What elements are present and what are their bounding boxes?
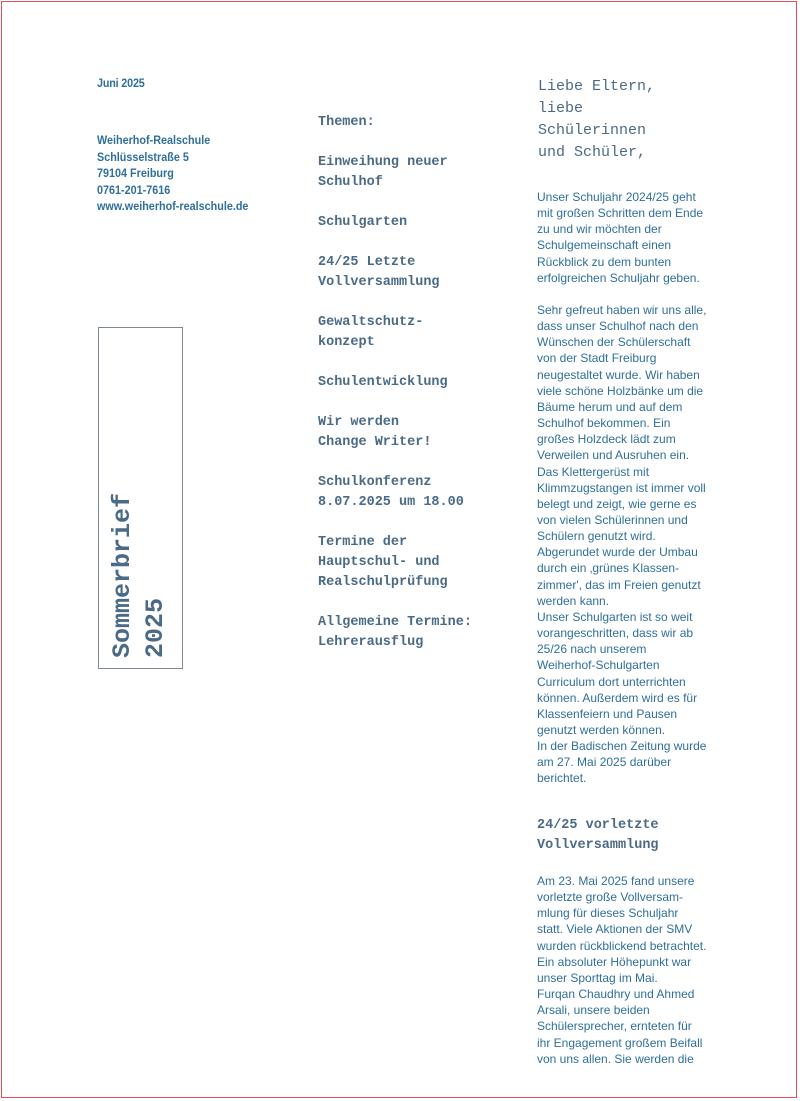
letter-paragraph-assembly: Am 23. Mai 2025 fand unsere vorletzte große Vollversam- mlung für dieses Schuljahr statt. Viele Aktionen der SMV wurden rückblickend betrachtet. Ein absoluter Höhepunkt war unser Sporttag im Mai. Furqan Chaudhry und Ahmed Arsali, unsere beiden Schülersprecher, ernteten für ihr Engagement großem Beifall von uns allen. Sie werden die <box>537 874 707 1066</box>
greeting-line: Liebe Eltern, <box>538 78 656 95</box>
section-heading-assembly: 24/25 vorletzte Vollversammlung <box>537 818 659 853</box>
themes-list <box>318 113 518 673</box>
theme-item: Wir werden Change Writer! <box>318 415 432 450</box>
school-city: 79104 Freiburg <box>97 166 174 180</box>
theme-item: Allgemeine Termine: Lehrerausflug <box>318 615 472 650</box>
newsletter-title-box <box>98 327 183 669</box>
letter-paragraph-schoolyard: Sehr gefreut haben wir uns alle, dass unser Schulhof nach den Wünschen der Schülerschaft von der Stadt Freiburg neugestaltet wurde. Wir haben viele schöne Holzbänke um die Bäume herum und auf dem Schulhof bekommen. Ein großes Holzdeck lädt zum Verweilen und Ausruhen ein. Das Klettergerüst mit Klimmzugstangen ist immer voll belegt und zeigt, wie gerne es von vielen Schülerinnen und Schülern genutzt wird. Abgerundet wurde der Umbau durch ein ‚grünes Klassen- zimmer', das im Freien genutzt werden kann. Unser Schulgarten ist so weit vorangeschritten, dass wir ab 25/26 nach unserem Weiherhof-Schulgarten Curriculum dort unterrichten können. Außerdem wird es für Klassenfeiern und Pausen genutzt werden können. In der Badischen Zeitung wurde am 27. Mai 2025 darüber berichtet. <box>537 302 707 786</box>
theme-item: Einweihung neuer Schulhof <box>318 155 448 190</box>
school-name: Weiherhof-Realschule <box>97 133 211 147</box>
greeting-line: Schülerinnen <box>538 122 647 139</box>
theme-item: Gewaltschutz- konzept <box>318 315 424 350</box>
theme-item: Schulentwicklung <box>318 375 448 390</box>
greeting-line: liebe <box>538 100 584 117</box>
title-line-1: Sommerbrief <box>108 492 137 658</box>
school-street: Schlüsselstraße 5 <box>97 149 189 164</box>
letter-body <box>537 189 715 787</box>
theme-item: Schulgarten <box>318 215 408 230</box>
theme-item: Termine der Hauptschul- und Realschulprüfung <box>318 535 448 590</box>
theme-item: 24/25 Letzte Vollversammlung <box>318 255 440 290</box>
theme-item: Schulkonferenz 8.07.2025 um 18.00 <box>318 475 464 510</box>
issue-date: Juni 2025 <box>97 76 145 90</box>
school-phone: 0761-201-7616 <box>97 182 171 197</box>
title-line-2: 2025 <box>141 597 170 658</box>
letter-paragraph-intro: Unser Schuljahr 2024/25 geht mit großen Schritten dem Ende zu und wir möchten der Schulgemeinschaft einen Rückblick zu dem bunten erfolgreichen Schuljahr geben. <box>537 190 704 285</box>
newsletter-title <box>106 338 176 658</box>
letter-greeting <box>538 76 655 164</box>
greeting-line: und Schüler, <box>538 144 647 161</box>
themes-heading: Themen: <box>318 115 375 130</box>
school-website[interactable]: www.weiherhof-realschule.de <box>97 199 249 213</box>
school-address <box>97 132 248 215</box>
